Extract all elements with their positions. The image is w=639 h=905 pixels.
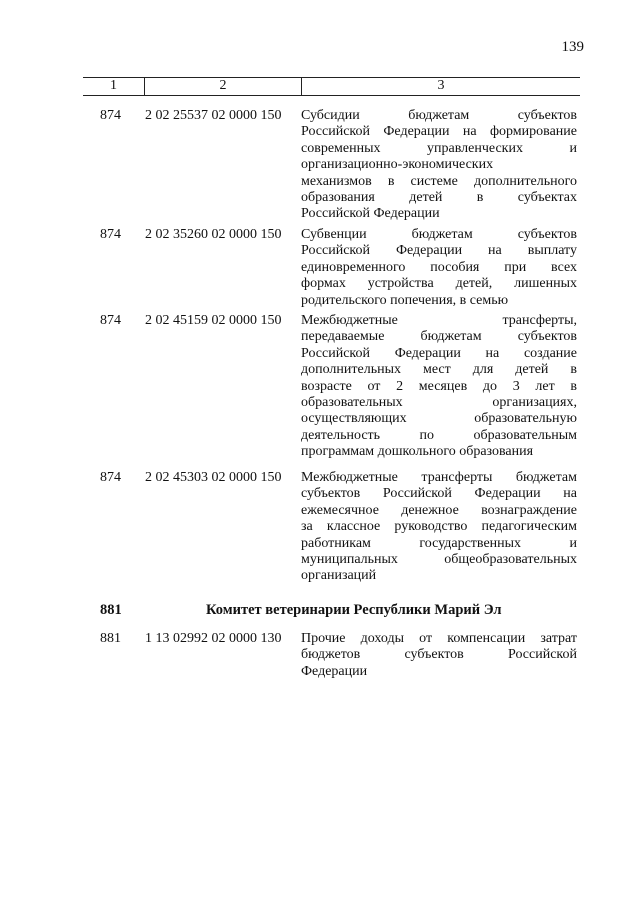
income-description bbox=[301, 227, 577, 309]
description-line: Российской Федерации на формирование bbox=[301, 124, 577, 140]
admin-code: 874 bbox=[100, 227, 121, 242]
description-line: Межбюджетные трансферты бюджетам bbox=[301, 470, 577, 485]
admin-code: 881 bbox=[100, 631, 121, 646]
description-line: передаваемые бюджетам субъектов bbox=[301, 329, 577, 345]
admin-code: 874 bbox=[100, 108, 121, 123]
description-line: организаций bbox=[301, 568, 377, 584]
description-line: Российской Федерации bbox=[301, 206, 440, 222]
income-description bbox=[301, 470, 577, 585]
description-line: за классное руководство педагогическим bbox=[301, 519, 577, 535]
column-header-1: 1 bbox=[110, 78, 117, 93]
description-line: образовательных организациях, bbox=[301, 394, 577, 410]
description-line: формах устройства детей, лишенных bbox=[301, 276, 577, 292]
description-line: образования детей в субъектах bbox=[301, 189, 577, 205]
description-line: Субсидии бюджетам субъектов bbox=[301, 108, 577, 123]
income-code: 2 02 45159 02 0000 150 bbox=[145, 313, 282, 328]
description-line: осуществляющих образовательную bbox=[301, 411, 577, 427]
description-line: Российской Федерации на создание bbox=[301, 345, 577, 361]
description-line: дополнительных мест для детей в bbox=[301, 362, 577, 378]
income-code: 1 13 02992 02 0000 130 bbox=[145, 631, 282, 646]
description-line: Межбюджетные трансферты, bbox=[301, 313, 577, 328]
income-description bbox=[301, 631, 577, 680]
description-line: современных управленческих и bbox=[301, 140, 577, 156]
income-code: 2 02 45303 02 0000 150 bbox=[145, 470, 282, 485]
description-line: механизмов в системе дополнительного bbox=[301, 173, 577, 189]
income-description bbox=[301, 108, 577, 223]
description-line: организационно-экономических bbox=[301, 157, 494, 173]
description-line: ежемесячное денежное вознаграждение bbox=[301, 502, 577, 518]
description-line: муниципальных общеобразовательных bbox=[301, 551, 577, 567]
description-line: единовременного пособия при всех bbox=[301, 259, 577, 275]
description-line: бюджетов субъектов Российской bbox=[301, 647, 577, 663]
description-line: Федерации bbox=[301, 663, 368, 679]
column-header-2: 2 bbox=[219, 78, 227, 93]
description-line: возрасте от 2 месяцев до 3 лет в bbox=[301, 378, 577, 394]
admin-code: 874 bbox=[100, 470, 121, 485]
description-line: работникам государственных и bbox=[301, 535, 577, 551]
section-title: Комитет ветеринарии Республики Марий Эл bbox=[206, 602, 502, 618]
admin-code: 874 bbox=[100, 313, 121, 328]
description-line: Субвенции бюджетам субъектов bbox=[301, 227, 577, 242]
description-line: родительского попечения, в семью bbox=[301, 292, 509, 308]
column-header-3: 3 bbox=[437, 78, 445, 93]
description-line: Прочие доходы от компенсации затрат bbox=[301, 631, 577, 646]
description-line: Российской Федерации на выплату bbox=[301, 243, 577, 259]
income-code: 2 02 25537 02 0000 150 bbox=[145, 108, 282, 123]
table-header bbox=[83, 77, 580, 96]
income-code: 2 02 35260 02 0000 150 bbox=[145, 227, 282, 242]
income-description bbox=[301, 313, 577, 461]
page-number: 139 bbox=[561, 39, 584, 55]
description-line: программам дошкольного образования bbox=[301, 444, 534, 460]
description-line: субъектов Российской Федерации на bbox=[301, 486, 577, 502]
description-line: деятельность по образовательным bbox=[301, 427, 577, 443]
section-code: 881 bbox=[100, 602, 122, 618]
